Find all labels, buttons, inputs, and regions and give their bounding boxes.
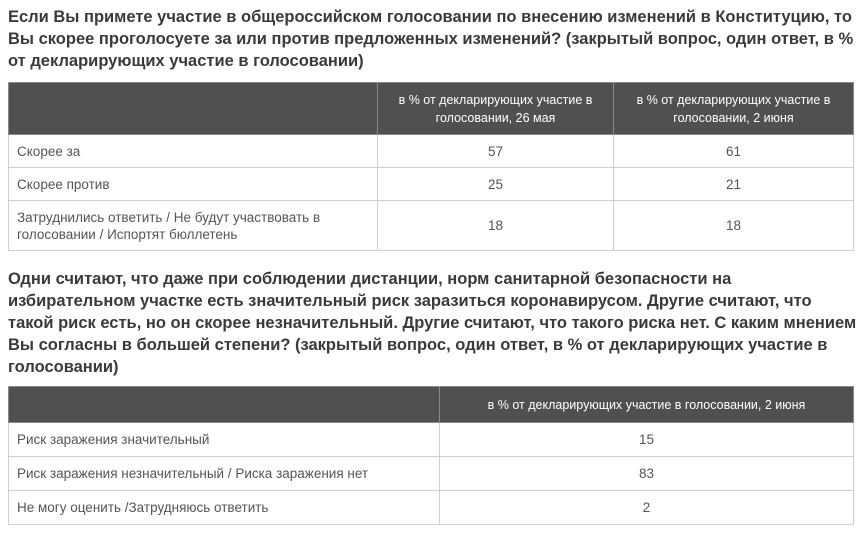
header-cell-june-2: в % от декларирующих участие в голосовании, 2 июня	[614, 83, 854, 135]
table-header-row	[9, 83, 854, 135]
table-row	[9, 457, 854, 491]
row-label: Риск заражения значительный	[9, 423, 440, 457]
value-may-26: 57	[378, 135, 614, 168]
header-cell-june-2: в % от декларирующих участие в голосовании, 2 июня	[440, 387, 854, 423]
row-label: Скорее против	[9, 168, 378, 201]
table-row	[9, 168, 854, 201]
header-cell-may-26: в % от декларирующих участие в голосовании, 26 мая	[378, 83, 614, 135]
value-june-2: 21	[614, 168, 854, 201]
table-row	[9, 423, 854, 457]
header-cell-empty	[9, 83, 378, 135]
question-1-title: Если Вы примете участие в общероссийском голосовании по внесению изменений в Конституцию, то Вы скорее проголосуете за или против предложенных изменений? (закрытый вопрос, один ответ, в % от декларирующих участие в голосовании)	[8, 8, 854, 70]
table-row	[9, 491, 854, 525]
value-june-2: 61	[614, 135, 854, 168]
row-label: Затруднились ответить / Не будут участвовать в голосовании / Испортят бюллетень	[9, 201, 378, 251]
value-may-26: 18	[378, 201, 614, 251]
row-label: Скорее за	[9, 135, 378, 168]
table-row	[9, 135, 854, 168]
question-2-title: Одни считают, что даже при соблюдении дистанции, норм санитарной безопасности на избирательном участке есть значительный риск заразиться коронавирусом. Другие считают, что такой риск есть, но он скорее незначительный. Другие считают, что такого риска нет. С каким мнением Вы согласны в большей степени? (закрытый вопрос, один ответ, в % от декларирующих участие в голосовании)	[8, 270, 857, 376]
value-june-2: 15	[440, 423, 854, 457]
value-june-2: 18	[614, 201, 854, 251]
value-may-26: 25	[378, 168, 614, 201]
question-2-table	[8, 386, 854, 525]
question-1-table	[8, 82, 854, 251]
value-june-2: 2	[440, 491, 854, 525]
table-header-row	[9, 387, 854, 423]
row-label: Риск заражения незначительный / Риска заражения нет	[9, 457, 440, 491]
row-label: Не могу оценить /Затрудняюсь ответить	[9, 491, 440, 525]
table-row	[9, 201, 854, 251]
header-cell-empty	[9, 387, 440, 423]
value-june-2: 83	[440, 457, 854, 491]
